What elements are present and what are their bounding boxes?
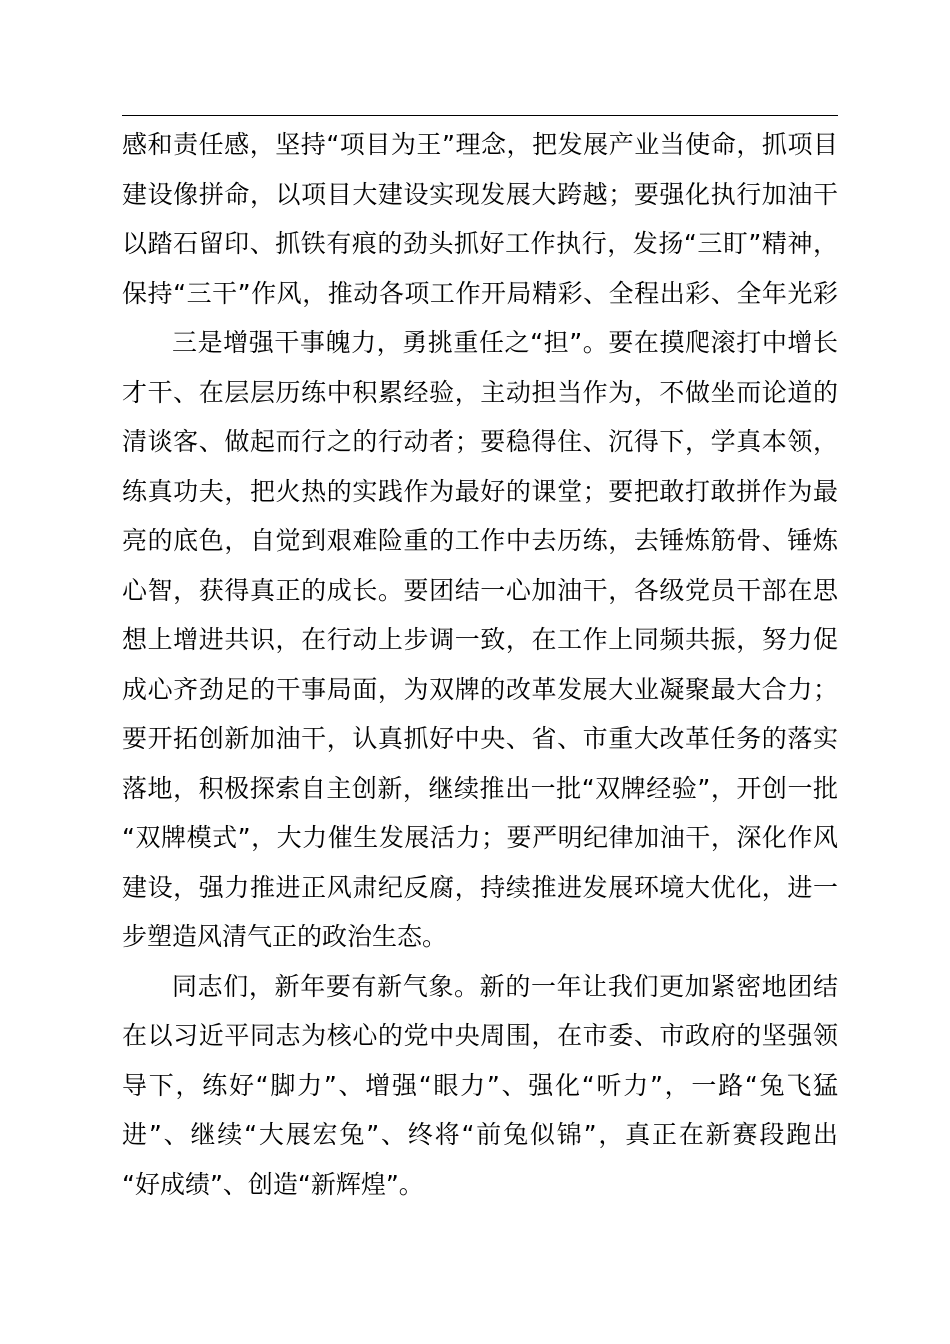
text-line-10: 心智，获得真正的成长。要团结一心加油干，各级党员干部在思	[122, 575, 838, 605]
text-line-11: 想上增进共识，在行动上步调一致，在工作上同频共振，努力促	[122, 625, 838, 654]
text-line-20: 导下，练好“脚力”、增强“眼力”、强化“听力”，一路“兔飞猛	[122, 1070, 838, 1100]
text-line-6: 才干、在层层历练中积累经验，主动担当作为，不做坐而论道的	[122, 377, 838, 407]
text-line-21: 进”、继续“大展宏兔”、终将“前兔似锦”，真正在新赛段跑出	[122, 1120, 838, 1149]
text-line-3: 以踏石留印、抓铁有痕的劲头抓好工作执行，发扬“三盯”精神，	[122, 229, 838, 258]
text-line-19: 在以习近平同志为核心的党中央周围，在市委、市政府的坚强领	[122, 1021, 838, 1050]
text-line-12: 成心齐劲足的干事局面，为双牌的改革发展大业凝聚最大合力；	[122, 674, 838, 704]
text-line-15: “双牌模式”，大力催生发展活力；要严明纪律加油干，深化作风	[122, 823, 838, 852]
text-line-14: 落地，积极探索自主创新，继续推出一批“双牌经验”，开创一批	[122, 773, 838, 803]
text-line-2: 建设像拼命，以项目大建设实现发展大跨越；要强化执行加油干	[122, 179, 838, 209]
text-line-1: 感和责任感，坚持“项目为王”理念，把发展产业当使命，抓项目	[122, 130, 838, 159]
header-rule	[122, 115, 838, 116]
text-line-9: 亮的底色，自觉到艰难险重的工作中去历练，去锤炼筋骨、锤炼	[122, 526, 838, 555]
paragraph-start-line-18: 同志们，新年要有新气象。新的一年让我们更加紧密地团结	[172, 971, 838, 1001]
text-line-8: 练真功夫，把火热的实践作为最好的课堂；要把敢打敢拼作为最	[122, 476, 838, 506]
text-line-7: 清谈客、做起而行之的行动者；要稳得住、沉得下，学真本领，	[122, 427, 838, 456]
text-line-16: 建设，强力推进正风肃纪反腐，持续推进发展环境大优化，进一	[122, 872, 838, 902]
text-line-13: 要开拓创新加油干，认真抓好中央、省、市重大改革任务的落实	[122, 724, 838, 753]
paragraph-end-line-17: 步塑造风清气正的政治生态。	[122, 922, 448, 951]
document-body	[122, 120, 838, 1209]
text-line-4: 保持“三干”作风，推动各项工作开局精彩、全程出彩、全年光彩	[122, 278, 838, 308]
paragraph-start-line-5: 三是增强干事魄力，勇挑重任之“担”。要在摸爬滚打中增长	[172, 328, 838, 357]
paragraph-end-line-22: “好成绩”、创造“新辉煌”。	[122, 1169, 424, 1199]
